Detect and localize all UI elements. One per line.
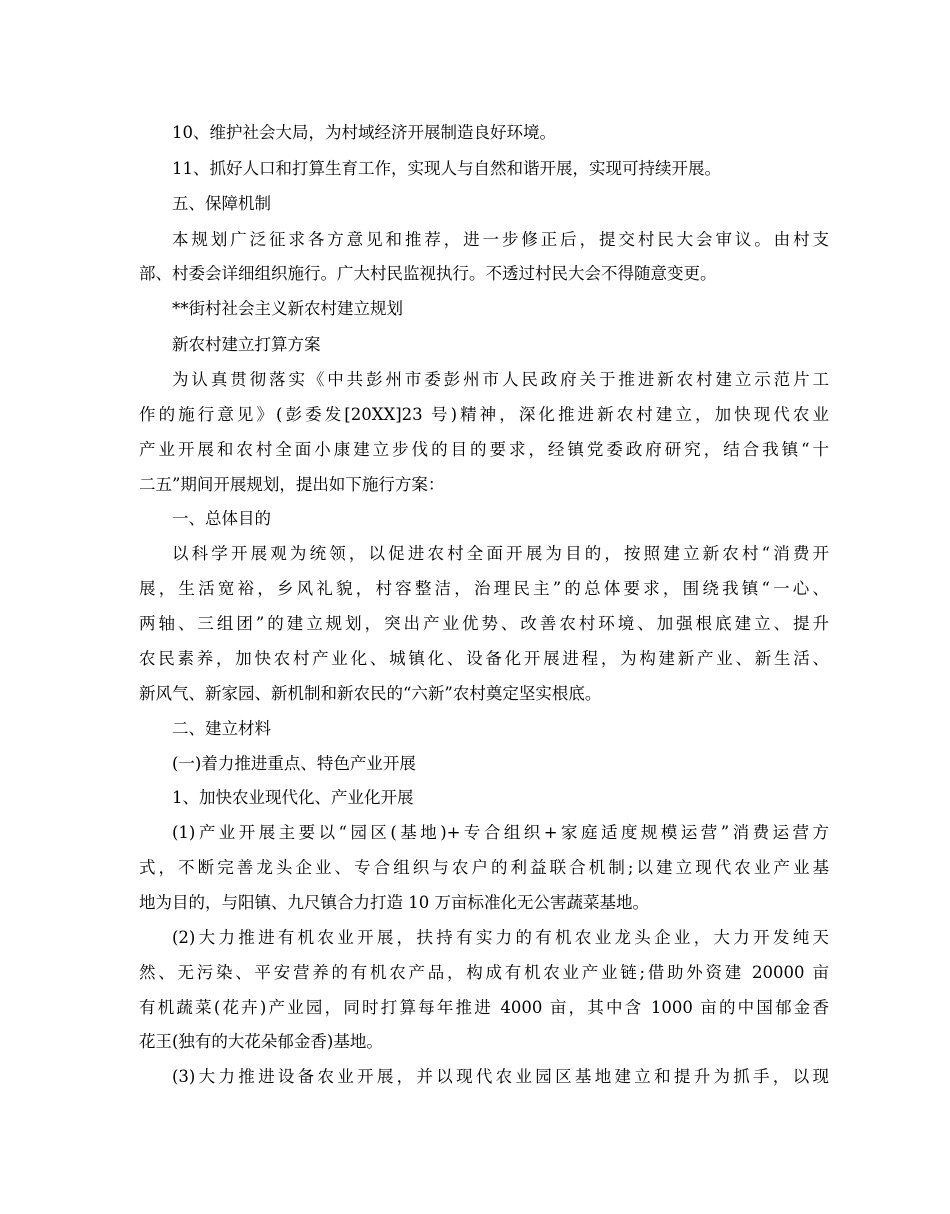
paragraph-line: (3)大力推进设备农业开展，并以现代农业园区基地建立和提升为抓手，以现 <box>172 1067 829 1086</box>
paragraph-line: 10、维护社会大局，为村域经济开展制造良好环境。 <box>172 123 556 142</box>
paragraph-line: 然、无污染、平安营养的有机农产品，构成有机农业产业链;借助外资建 20000 亩 <box>139 963 829 982</box>
paragraph-line: 二五”期间开展规划，提出如下施行方案： <box>139 475 445 494</box>
paragraph-line: 为认真贯彻落实《中共彭州市委彭州市人民政府关于推进新农村建立示范片工 <box>172 370 829 389</box>
paragraph-line: (1)产业开展主要以“园区(基地)+专合组织+家庭适度规模运营”消费运营方 <box>172 823 829 842</box>
paragraph-line: 展，生活宽裕，乡风礼貌，村容整洁，治理民主”的总体要求，围绕我镇“一心、 <box>139 579 829 598</box>
paragraph-line: 有机蔬菜(花卉)产业园，同时打算每年推进 4000 亩，其中含 1000 亩的中国郁金香 <box>139 998 829 1017</box>
section-heading: 五、保障机制 <box>172 194 271 213</box>
paragraph-line: 产业开展和农村全面小康建立步伐的目的要求，经镇党委政府研究，结合我镇“十 <box>139 440 829 459</box>
paragraph-line: 式，不断完善龙头企业、专合组织与农户的利益联合机制;以建立现代农业产业基 <box>139 858 829 877</box>
paragraph-line: 11、抓好人口和打算生育工作，实现人与自然和谐开展，实现可持续开展。 <box>172 159 721 178</box>
subsection-heading: (一)着力推进重点、特色产业开展 <box>172 754 416 773</box>
paragraph-line: 本规划广泛征求各方意见和推荐，进一步修正后，提交村民大会审议。由村支 <box>172 230 829 249</box>
document-title: **街村社会主义新农村建立规划 <box>172 299 403 318</box>
paragraph-line: 以科学开展观为统领，以促进农村全面开展为目的，按照建立新农村“消费开 <box>172 544 829 563</box>
paragraph-line: 新风气、新家园、新机制和新农民的“六新”农村奠定坚实根底。 <box>139 684 602 703</box>
paragraph-line: (2)大力推进有机农业开展，扶持有实力的有机农业龙头企业，大力开发纯天 <box>172 928 829 947</box>
document-subtitle: 新农村建立打算方案 <box>172 335 321 354</box>
section-heading: 二、建立材料 <box>172 719 271 738</box>
subsection-heading: 1、加快农业现代化、产业化开展 <box>172 788 414 807</box>
paragraph-line: 地为目的，与阳镇、九尺镇合力打造 10 万亩标准化无公害蔬菜基地。 <box>139 893 649 912</box>
paragraph-line: 作的施行意见》(彭委发[20XX]23 号)精神，深化推进新农村建立，加快现代农业 <box>139 405 829 424</box>
section-heading: 一、总体目的 <box>172 509 271 528</box>
paragraph-line: 农民素养，加快农村产业化、城镇化、设备化开展进程，为构建新产业、新生活、 <box>139 649 829 668</box>
paragraph-line: 花王(独有的大花朵郁金香)基地。 <box>139 1032 383 1051</box>
paragraph-line: 两轴、三组团”的建立规划，突出产业优势、改善农村环境、加强根底建立、提升 <box>139 614 829 633</box>
paragraph-line: 部、村委会详细组织施行。广大村民监视执行。不透过村民大会不得随意变更。 <box>139 264 717 283</box>
